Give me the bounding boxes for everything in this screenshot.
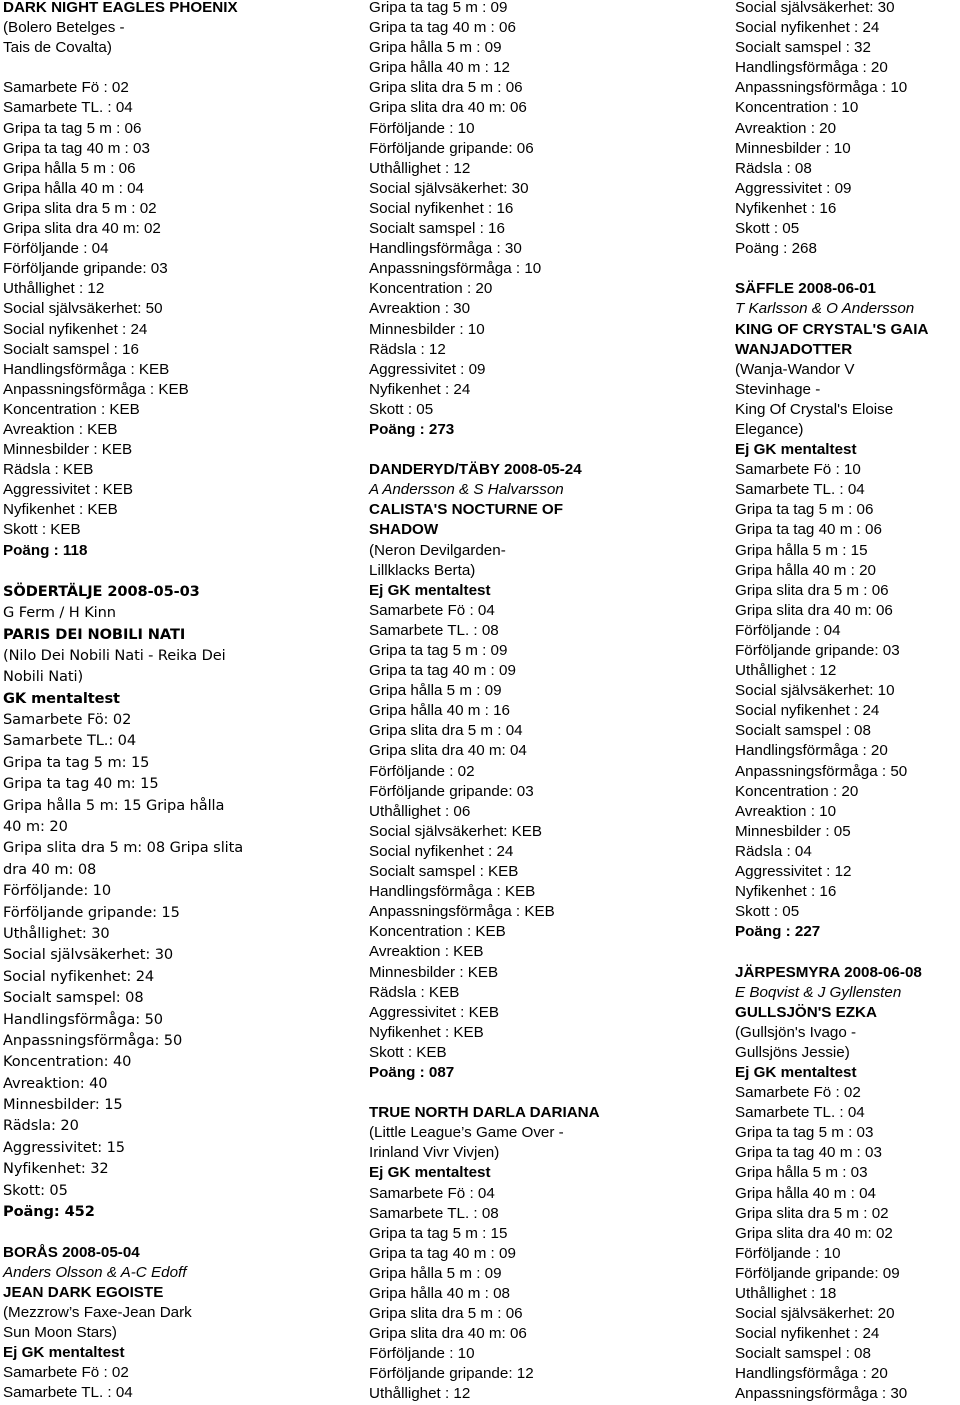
judge-line: Anders Olsson & A-C Edoff bbox=[3, 1263, 187, 1281]
text-line: Rädsla : 04 bbox=[735, 842, 812, 860]
text-line: Gripa hålla 5 m: 15 Gripa hålla bbox=[3, 796, 225, 814]
text-line: Gripa ta tag 40 m : 03 bbox=[735, 1144, 882, 1162]
text-line: Social nyfikenhet : 24 bbox=[735, 702, 880, 720]
text-line: Avreaktion : 20 bbox=[735, 119, 837, 137]
section-boras bbox=[3, 1222, 303, 1403]
text-line: Nyfikenhet: 32 bbox=[3, 1160, 109, 1178]
text-line: King Of Crystal's Eloise bbox=[735, 400, 894, 418]
text-line: Gripa slita dra 5 m : 02 bbox=[3, 199, 157, 217]
text-line: Anpassningsförmåga : KEB bbox=[3, 380, 189, 398]
section-dark-night-eagles bbox=[3, 0, 303, 581]
text-line: Aggressivitet : 12 bbox=[735, 863, 852, 881]
text-line: Uthållighet: 30 bbox=[3, 924, 110, 942]
text-line: Minnesbilder : KEB bbox=[3, 441, 133, 459]
text-line: Samarbete Fö : 04 bbox=[369, 1184, 495, 1202]
text-line: Gripa ta tag 5 m : 09 bbox=[369, 0, 508, 16]
text-line: Gripa slita dra 40 m: 06 bbox=[369, 99, 527, 117]
text-line: Koncentration : 10 bbox=[735, 99, 859, 117]
text-line: Gripa hålla 40 m : 04 bbox=[735, 1184, 876, 1202]
text-line: Avreaktion : KEB bbox=[369, 943, 484, 961]
heading-line: DANDERYD/TÄBY 2008-05-24 bbox=[369, 461, 582, 479]
text-line: Gripa slita dra 40 m: 06 bbox=[369, 1325, 527, 1343]
text-line: Gripa hålla 5 m : 03 bbox=[735, 1164, 868, 1182]
text-line: Samarbete Fö : 02 bbox=[735, 1084, 861, 1102]
text-line: dra 40 m: 08 bbox=[3, 860, 97, 878]
text-line: (Little League’s Game Over - bbox=[369, 1124, 564, 1142]
text-line: Social självsäkerhet: 30 bbox=[735, 0, 895, 16]
text-line: Gripa hålla 5 m : 09 bbox=[369, 682, 502, 700]
text-line bbox=[3, 1222, 303, 1242]
text-line: Gripa hålla 5 m : 15 bbox=[735, 541, 868, 559]
heading-line: JEAN DARK EGOISTE bbox=[3, 1283, 164, 1301]
text-line: Skott : KEB bbox=[369, 1043, 447, 1061]
text-line: Poäng : 268 bbox=[735, 240, 817, 258]
text-line: Gripa slita dra 5 m : 04 bbox=[369, 722, 523, 740]
text-line: Aggressivitet : 09 bbox=[735, 179, 852, 197]
text-line: Gripa hålla 5 m : 09 bbox=[369, 39, 502, 57]
text-line: Handlingsförmåga : 20 bbox=[735, 1365, 888, 1383]
text-line: Gripa ta tag 40 m : 09 bbox=[369, 662, 516, 680]
heading-line: TRUE NORTH DARLA DARIANA bbox=[369, 1104, 600, 1122]
text-line: Socialt samspel : 08 bbox=[735, 1345, 871, 1363]
text-line: Samarbete Fö : 02 bbox=[3, 79, 129, 97]
text-line: Gripa slita dra 40 m: 02 bbox=[735, 1224, 893, 1242]
section-column-3 bbox=[735, 0, 960, 1405]
text-line: Gripa ta tag 40 m : 09 bbox=[369, 1244, 516, 1262]
text-line: Social nyfikenhet : 16 bbox=[369, 199, 514, 217]
column-1 bbox=[3, 0, 303, 1403]
text-line: Avreaktion : 30 bbox=[369, 300, 471, 318]
text-line: Förföljande : 10 bbox=[735, 1244, 841, 1262]
heading-line: Ej GK mentaltest bbox=[3, 1344, 125, 1361]
text-line: Gripa slita dra 5 m: 08 Gripa slita bbox=[3, 839, 244, 857]
text-line: Skott : 05 bbox=[735, 220, 800, 238]
text-line: Samarbete TL. : 04 bbox=[735, 1104, 865, 1122]
text-line: Gripa slita dra 40 m: 04 bbox=[369, 742, 527, 760]
heading-line: GK mentaltest bbox=[3, 689, 120, 707]
text-line: Rädsla : 08 bbox=[735, 159, 812, 177]
text-line: Förföljande : 04 bbox=[735, 621, 841, 639]
text-line: Gullsjöns Jessie) bbox=[735, 1043, 850, 1061]
text-line: Avreaktion: 40 bbox=[3, 1074, 108, 1092]
text-line: Skott : KEB bbox=[3, 521, 81, 539]
text-line: Gripa slita dra 5 m : 02 bbox=[735, 1204, 889, 1222]
text-line: Samarbete TL. : 04 bbox=[735, 481, 865, 499]
text-line: Avreaktion : 10 bbox=[735, 802, 837, 820]
text-line: Social självsäkerhet: 30 bbox=[369, 179, 529, 197]
text-line: Förföljande : 10 bbox=[369, 1345, 475, 1363]
text-line: Avreaktion : KEB bbox=[3, 420, 118, 438]
text-line: Uthållighet : 12 bbox=[3, 280, 105, 298]
judge-line: A Andersson & S Halvarsson bbox=[369, 481, 564, 499]
text-line: Samarbete TL. : 04 bbox=[3, 99, 133, 117]
text-line: Koncentration : KEB bbox=[369, 923, 506, 941]
text-line: Social nyfikenhet: 24 bbox=[3, 967, 155, 985]
text-line: Koncentration : 20 bbox=[735, 782, 859, 800]
heading-line: CALISTA'S NOCTURNE OF bbox=[369, 501, 564, 519]
text-line: Gripa ta tag 40 m : 03 bbox=[3, 139, 150, 157]
heading-line: Ej GK mentaltest bbox=[369, 1164, 491, 1182]
text-line: Gripa ta tag 5 m : 03 bbox=[735, 1124, 874, 1142]
heading-line: Ej GK mentaltest bbox=[735, 1063, 857, 1081]
text-line: Aggressivitet : KEB bbox=[369, 1003, 499, 1021]
text-line: Gripa ta tag 5 m : 06 bbox=[3, 119, 142, 137]
text-line: (Nilo Dei Nobili Nati - Reika Dei bbox=[3, 646, 226, 664]
text-line: Tais de Covalta) bbox=[3, 39, 112, 57]
text-line: Förföljande gripande: 06 bbox=[369, 139, 534, 157]
text-line bbox=[735, 259, 960, 279]
text-line: Nyfikenhet : KEB bbox=[369, 1023, 484, 1041]
heading-line: Poäng : 087 bbox=[369, 1063, 455, 1081]
text-line: Handlingsförmåga : KEB bbox=[369, 883, 536, 901]
heading-line: PARIS DEI NOBILI NATI bbox=[3, 625, 186, 643]
text-line: Social självsäkerhet: 10 bbox=[735, 682, 895, 700]
text-line: Gripa slita dra 5 m : 06 bbox=[369, 79, 523, 97]
heading-line: Ej GK mentaltest bbox=[369, 581, 491, 599]
text-line: Gripa hålla 5 m : 06 bbox=[3, 159, 136, 177]
text-line: Koncentration : 20 bbox=[369, 280, 493, 298]
text-line: Uthållighet : 06 bbox=[369, 802, 471, 820]
text-line: Uthållighet : 12 bbox=[369, 1385, 471, 1403]
text-line: Social nyfikenhet : 24 bbox=[735, 1325, 880, 1343]
text-line: Nyfikenhet : 24 bbox=[369, 380, 471, 398]
text-line: Handlingsförmåga : 20 bbox=[735, 59, 888, 77]
text-line: Förföljande : 02 bbox=[369, 762, 475, 780]
text-line: Uthållighet : 12 bbox=[735, 662, 837, 680]
text-line: Gripa hålla 40 m : 16 bbox=[369, 702, 510, 720]
text-line: Sun Moon Stars) bbox=[3, 1323, 117, 1341]
text-line: Samarbete TL. : 08 bbox=[369, 1204, 499, 1222]
text-line: Minnesbilder : 05 bbox=[735, 822, 851, 840]
text-line: Förföljande gripande: 09 bbox=[735, 1264, 900, 1282]
text-line: Social nyfikenhet : 24 bbox=[735, 19, 880, 37]
text-line: Rädsla : KEB bbox=[369, 983, 460, 1001]
heading-line: WANJADOTTER bbox=[735, 340, 853, 358]
text-line: Samarbete Fö : 10 bbox=[735, 461, 861, 479]
text-line bbox=[369, 440, 669, 460]
text-line: (Mezzrow’s Faxe-Jean Dark bbox=[3, 1303, 192, 1321]
text-line: Samarbete TL.: 04 bbox=[3, 732, 137, 750]
text-line: Social nyfikenhet : 24 bbox=[3, 320, 148, 338]
text-line: Elegance) bbox=[735, 420, 804, 438]
text-line: Minnesbilder : 10 bbox=[369, 320, 485, 338]
text-line: Förföljande: 10 bbox=[3, 882, 112, 900]
text-line: Socialt samspel: 08 bbox=[3, 989, 144, 1007]
text-line: (Neron Devilgarden- bbox=[369, 541, 506, 559]
text-line: Gripa hålla 40 m : 08 bbox=[369, 1285, 510, 1302]
text-line: (Bolero Betelges - bbox=[3, 19, 125, 37]
text-line: Förföljande : 10 bbox=[369, 119, 475, 137]
text-line: Nyfikenhet : KEB bbox=[3, 501, 118, 519]
text-line: Förföljande : 04 bbox=[3, 240, 109, 258]
text-line: Irinland Vivr Vivjen) bbox=[369, 1144, 500, 1162]
text-line: Nyfikenhet : 16 bbox=[735, 199, 837, 217]
text-line: Gripa hålla 40 m : 04 bbox=[3, 179, 144, 197]
heading-line: SÖDERTÄLJE 2008-05-03 bbox=[3, 582, 200, 600]
text-line: Handlingsförmåga : KEB bbox=[3, 360, 170, 378]
text-line: Socialt samspel : 16 bbox=[369, 220, 505, 238]
text-line: Aggressivitet : KEB bbox=[3, 481, 133, 499]
text-line: Handlingsförmåga: 50 bbox=[3, 1010, 163, 1028]
text-line: Samarbete Fö : 02 bbox=[3, 1364, 129, 1382]
text-line: Nyfikenhet : 16 bbox=[735, 883, 837, 901]
heading-line: SÄFFLE 2008-06-01 bbox=[735, 280, 876, 298]
heading-line: KING OF CRYSTAL'S GAIA bbox=[735, 320, 929, 338]
text-line: Anpassningsförmåga : 30 bbox=[735, 1385, 908, 1403]
text-line: Koncentration: 40 bbox=[3, 1053, 132, 1071]
text-line bbox=[3, 561, 303, 581]
column-2 bbox=[369, 0, 669, 1405]
text-line: Socialt samspel : 16 bbox=[3, 340, 139, 358]
text-line: Gripa ta tag 5 m : 15 bbox=[369, 1224, 508, 1242]
text-line: Gripa slita dra 40 m: 02 bbox=[3, 220, 161, 238]
text-line: Gripa ta tag 40 m : 06 bbox=[369, 19, 516, 37]
text-line: Stevinhage - bbox=[735, 380, 821, 398]
text-line: Aggressivitet: 15 bbox=[3, 1138, 125, 1156]
text-line: Lillklacks Berta) bbox=[369, 561, 476, 579]
text-line: Koncentration : KEB bbox=[3, 400, 140, 418]
text-line: Förföljande gripande: 03 bbox=[735, 642, 900, 659]
text-line bbox=[369, 1083, 669, 1103]
text-line: Gripa ta tag 5 m : 06 bbox=[735, 501, 874, 519]
text-line: (Gullsjön's Ivago - bbox=[735, 1023, 857, 1041]
text-line: Rädsla : 12 bbox=[369, 340, 446, 358]
heading-line: GULLSJÖN'S EZKA bbox=[735, 1003, 877, 1021]
text-line: Samarbete TL. : 04 bbox=[3, 1384, 133, 1402]
text-line: Förföljande gripande: 03 bbox=[3, 260, 168, 278]
text-line: Gripa ta tag 5 m : 09 bbox=[369, 642, 508, 659]
text-line: Samarbete Fö: 02 bbox=[3, 711, 132, 729]
heading-line: Poäng : 118 bbox=[3, 541, 88, 559]
text-line: Uthållighet : 18 bbox=[735, 1285, 837, 1302]
heading-line: Ej GK mentaltest bbox=[735, 441, 857, 459]
text-line bbox=[735, 942, 960, 962]
text-line: Gripa ta tag 40 m : 06 bbox=[735, 521, 882, 539]
text-line: Minnesbilder: 15 bbox=[3, 1096, 123, 1114]
text-line: Skott : 05 bbox=[369, 400, 434, 418]
heading-line: Poäng : 273 bbox=[369, 420, 455, 438]
heading-line: SHADOW bbox=[369, 521, 439, 539]
judge-line: E Boqvist & J Gyllensten bbox=[735, 983, 902, 1001]
text-line: 40 m: 20 bbox=[3, 818, 68, 836]
text-line: Social självsäkerhet: 30 bbox=[3, 946, 174, 964]
text-line: Socialt samspel : 08 bbox=[735, 722, 871, 740]
text-line: Rädsla: 20 bbox=[3, 1117, 79, 1135]
text-line: Nobili Nati) bbox=[3, 668, 84, 686]
text-line: Handlingsförmåga : 30 bbox=[369, 240, 522, 258]
text-line: Förföljande gripande: 15 bbox=[3, 903, 180, 921]
text-line: (Wanja-Wandor V bbox=[735, 360, 855, 378]
heading-line: BORÅS 2008-05-04 bbox=[3, 1243, 140, 1261]
text-line: Rädsla : KEB bbox=[3, 461, 94, 479]
heading-line: Poäng: 452 bbox=[3, 1203, 95, 1221]
text-line: Skott : 05 bbox=[735, 903, 800, 921]
text-line: Aggressivitet : 09 bbox=[369, 360, 486, 378]
text-line: Skott: 05 bbox=[3, 1181, 68, 1199]
text-line: Anpassningsförmåga : 10 bbox=[369, 260, 542, 278]
text-line: Uthållighet : 12 bbox=[369, 159, 471, 177]
heading-line: DARK NIGHT EAGLES PHOENIX bbox=[3, 0, 238, 16]
text-line: Social nyfikenhet : 24 bbox=[369, 842, 514, 860]
text-line: Gripa slita dra 5 m : 06 bbox=[369, 1305, 523, 1323]
text-line: Minnesbilder : KEB bbox=[369, 963, 499, 981]
section-sodertalje bbox=[3, 581, 303, 1223]
text-line: Förföljande gripande: 12 bbox=[369, 1365, 534, 1383]
text-line: Gripa slita dra 5 m : 06 bbox=[735, 581, 889, 599]
text-line: Gripa ta tag 5 m: 15 bbox=[3, 753, 150, 771]
text-line: Anpassningsförmåga : 10 bbox=[735, 79, 908, 97]
heading-line: Poäng : 227 bbox=[735, 923, 821, 941]
column-3 bbox=[735, 0, 960, 1405]
text-line: Gripa hålla 40 m : 20 bbox=[735, 561, 876, 579]
text-line: Social självsäkerhet: KEB bbox=[369, 822, 543, 840]
text-line: Förföljande gripande: 03 bbox=[369, 782, 534, 800]
heading-line: JÄRPESMYRA 2008-06-08 bbox=[735, 963, 922, 981]
text-line: Gripa ta tag 40 m: 15 bbox=[3, 775, 159, 793]
text-line: Minnesbilder : 10 bbox=[735, 139, 851, 157]
section-column-2 bbox=[369, 0, 669, 1405]
text-line: Social självsäkerhet: 20 bbox=[735, 1305, 895, 1323]
text-line: Samarbete TL. : 08 bbox=[369, 621, 499, 639]
text-line bbox=[3, 58, 303, 78]
text-line: Socialt samspel : KEB bbox=[369, 863, 519, 881]
judge-line: T Karlsson & O Andersson bbox=[735, 300, 915, 318]
text-line: Gripa hålla 5 m : 09 bbox=[369, 1264, 502, 1282]
text-line: Anpassningsförmåga : 50 bbox=[735, 762, 908, 780]
text-line: Handlingsförmåga : 20 bbox=[735, 742, 888, 760]
text-line: Social självsäkerhet: 50 bbox=[3, 300, 163, 318]
text-line: Samarbete Fö : 04 bbox=[369, 601, 495, 619]
text-line: Gripa slita dra 40 m: 06 bbox=[735, 601, 893, 619]
text-line: Gripa hålla 40 m : 12 bbox=[369, 59, 510, 77]
text-line: Anpassningsförmåga: 50 bbox=[3, 1031, 183, 1049]
text-line: Socialt samspel : 32 bbox=[735, 39, 871, 57]
text-line: G Ferm / H Kinn bbox=[3, 604, 116, 622]
text-line: Anpassningsförmåga : KEB bbox=[369, 903, 555, 921]
